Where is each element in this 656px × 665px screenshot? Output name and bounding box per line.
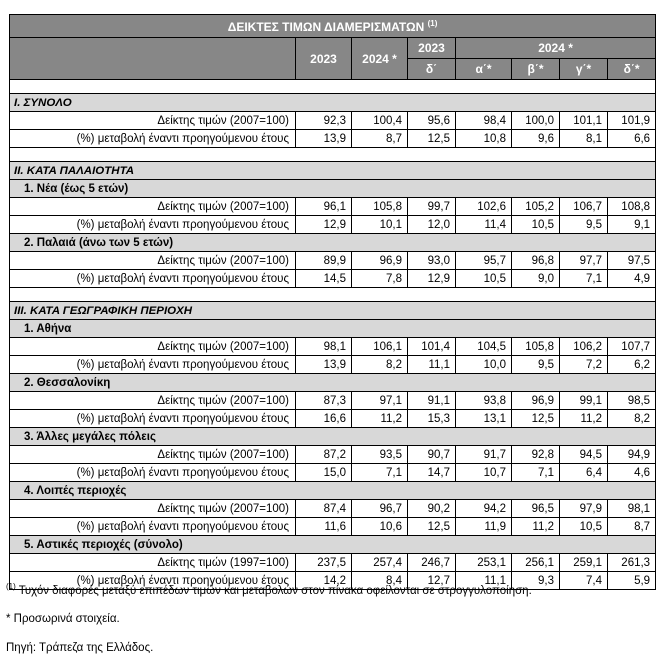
group-title-cell xyxy=(10,180,656,198)
value-cell: 96,7 xyxy=(352,500,408,518)
value-cell: 11,2 xyxy=(560,410,608,428)
group-header xyxy=(10,234,656,252)
row-label: (%) μεταβολή έναντι προηγούμενου έτους xyxy=(10,572,296,590)
row-label: (%) μεταβολή έναντι προηγούμενου έτους xyxy=(10,518,296,536)
row-label: (%) μεταβολή έναντι προηγούμενου έτους xyxy=(10,356,296,374)
value-cell: 14,7 xyxy=(408,464,456,482)
value-cell: 5,9 xyxy=(608,572,656,590)
value-cell: 12,9 xyxy=(408,270,456,288)
value-cell: 12,5 xyxy=(408,130,456,148)
value-cell: 8,4 xyxy=(352,572,408,590)
table-row xyxy=(10,112,656,130)
section-spacer xyxy=(10,80,656,94)
header-2024-q2: β΄* xyxy=(512,59,560,80)
header-2023-q4: δ΄ xyxy=(408,59,456,80)
footnote xyxy=(6,582,532,597)
value-cell: 8,2 xyxy=(608,410,656,428)
value-cell: 101,1 xyxy=(560,112,608,130)
table-title-note: (1) xyxy=(427,18,438,28)
table-row xyxy=(10,130,656,148)
row-label: Δείκτης τιμών (2007=100) xyxy=(10,112,296,130)
value-cell: 6,2 xyxy=(608,356,656,374)
table-row xyxy=(10,446,656,464)
value-cell: 87,4 xyxy=(296,500,352,518)
table-title-text: ΔΕΙΚΤΕΣ ΤΙΜΩΝ ΔΙΑΜΕΡΙΣΜΑΤΩΝ xyxy=(227,19,425,34)
spacer-cell xyxy=(10,148,656,162)
value-cell: 10,1 xyxy=(352,216,408,234)
source-note: Πηγή: Τράπεζα της Ελλάδος. xyxy=(6,642,154,654)
value-cell: 96,8 xyxy=(512,252,560,270)
value-cell: 246,7 xyxy=(408,554,456,572)
header-2023: 2023 xyxy=(296,38,352,80)
group-title: 1. Νέα (έως 5 ετών) xyxy=(24,182,129,195)
header-2024-group: 2024 * xyxy=(456,38,656,59)
value-cell: 10,7 xyxy=(456,464,512,482)
value-cell: 92,8 xyxy=(512,446,560,464)
value-cell: 92,3 xyxy=(296,112,352,130)
group-header xyxy=(10,180,656,198)
value-cell: 96,5 xyxy=(512,500,560,518)
value-cell: 13,9 xyxy=(296,356,352,374)
value-cell: 11,2 xyxy=(352,410,408,428)
section-title: ΙΙ. ΚΑΤΑ ΠΑΛΑΙΟΤΗΤΑ xyxy=(10,162,656,180)
header-2024-q3: γ΄* xyxy=(560,59,608,80)
row-label: Δείκτης τιμών (1997=100) xyxy=(10,554,296,572)
value-cell: 94,2 xyxy=(456,500,512,518)
value-cell: 13,9 xyxy=(296,130,352,148)
value-cell: 15,0 xyxy=(296,464,352,482)
table-row xyxy=(10,392,656,410)
value-cell: 91,1 xyxy=(408,392,456,410)
value-cell: 97,9 xyxy=(560,500,608,518)
table-row xyxy=(10,464,656,482)
section-title: Ι. ΣΥΝΟΛΟ xyxy=(10,94,656,112)
section-header xyxy=(10,94,656,112)
value-cell: 105,8 xyxy=(352,198,408,216)
value-cell: 259,1 xyxy=(560,554,608,572)
value-cell: 8,7 xyxy=(352,130,408,148)
value-cell: 237,5 xyxy=(296,554,352,572)
value-cell: 11,6 xyxy=(296,518,352,536)
value-cell: 95,6 xyxy=(408,112,456,130)
value-cell: 101,4 xyxy=(408,338,456,356)
group-title-cell xyxy=(10,234,656,252)
value-cell: 98,5 xyxy=(608,392,656,410)
group-header xyxy=(10,482,656,500)
group-title: 3. Άλλες μεγάλες πόλεις xyxy=(24,430,156,443)
value-cell: 10,5 xyxy=(512,216,560,234)
group-title: 2. Θεσσαλονίκη xyxy=(24,376,111,389)
table-row xyxy=(10,500,656,518)
value-cell: 10,5 xyxy=(456,270,512,288)
table-title xyxy=(10,15,656,38)
value-cell: 7,1 xyxy=(560,270,608,288)
value-cell: 9,5 xyxy=(512,356,560,374)
value-cell: 93,8 xyxy=(456,392,512,410)
value-cell: 101,9 xyxy=(608,112,656,130)
value-cell: 14,2 xyxy=(296,572,352,590)
value-cell: 97,5 xyxy=(608,252,656,270)
value-cell: 99,1 xyxy=(560,392,608,410)
table-row xyxy=(10,252,656,270)
value-cell: 7,4 xyxy=(560,572,608,590)
value-cell: 89,9 xyxy=(296,252,352,270)
value-cell: 10,8 xyxy=(456,130,512,148)
value-cell: 4,6 xyxy=(608,464,656,482)
value-cell: 10,0 xyxy=(456,356,512,374)
value-cell: 11,9 xyxy=(456,518,512,536)
value-cell: 256,1 xyxy=(512,554,560,572)
value-cell: 12,5 xyxy=(408,518,456,536)
header-2024: 2024 * xyxy=(352,38,408,80)
footnote-mark: (1) xyxy=(6,582,16,591)
value-cell: 7,1 xyxy=(512,464,560,482)
value-cell: 94,9 xyxy=(608,446,656,464)
value-cell: 94,5 xyxy=(560,446,608,464)
value-cell: 105,8 xyxy=(512,338,560,356)
group-title-cell xyxy=(10,482,656,500)
group-title: 1. Αθήνα xyxy=(24,322,72,335)
value-cell: 9,1 xyxy=(608,216,656,234)
table-row xyxy=(10,356,656,374)
value-cell: 15,3 xyxy=(408,410,456,428)
row-label: (%) μεταβολή έναντι προηγούμενου έτους xyxy=(10,464,296,482)
group-title: 5. Αστικές περιοχές (σύνολο) xyxy=(24,538,183,551)
value-cell: 261,3 xyxy=(608,554,656,572)
value-cell: 257,4 xyxy=(352,554,408,572)
value-cell: 4,9 xyxy=(608,270,656,288)
value-cell: 90,2 xyxy=(408,500,456,518)
value-cell: 100,0 xyxy=(512,112,560,130)
row-label: Δείκτης τιμών (2007=100) xyxy=(10,338,296,356)
value-cell: 10,6 xyxy=(352,518,408,536)
value-cell: 11,1 xyxy=(408,356,456,374)
value-cell: 102,6 xyxy=(456,198,512,216)
value-cell: 98,1 xyxy=(608,500,656,518)
value-cell: 12,5 xyxy=(512,410,560,428)
value-cell: 100,4 xyxy=(352,112,408,130)
row-label: Δείκτης τιμών (2007=100) xyxy=(10,252,296,270)
group-header xyxy=(10,428,656,446)
value-cell: 10,5 xyxy=(560,518,608,536)
value-cell: 96,9 xyxy=(352,252,408,270)
value-cell: 7,1 xyxy=(352,464,408,482)
value-cell: 87,2 xyxy=(296,446,352,464)
value-cell: 11,4 xyxy=(456,216,512,234)
value-cell: 97,1 xyxy=(352,392,408,410)
table-row xyxy=(10,518,656,536)
group-header xyxy=(10,536,656,554)
section-header xyxy=(10,302,656,320)
row-label: Δείκτης τιμών (2007=100) xyxy=(10,500,296,518)
row-label: Δείκτης τιμών (2007=100) xyxy=(10,198,296,216)
value-cell: 99,7 xyxy=(408,198,456,216)
table-title-row xyxy=(10,15,656,38)
value-cell: 12,7 xyxy=(408,572,456,590)
value-cell: 8,2 xyxy=(352,356,408,374)
value-cell: 87,3 xyxy=(296,392,352,410)
table-row xyxy=(10,198,656,216)
table-row xyxy=(10,410,656,428)
section-header xyxy=(10,162,656,180)
value-cell: 106,1 xyxy=(352,338,408,356)
value-cell: 7,8 xyxy=(352,270,408,288)
header-row-1 xyxy=(10,38,656,59)
header-2024-q4: δ΄* xyxy=(608,59,656,80)
value-cell: 93,0 xyxy=(408,252,456,270)
provisional-note: * Προσωρινά στοιχεία. xyxy=(6,613,120,625)
value-cell: 96,1 xyxy=(296,198,352,216)
value-cell: 8,1 xyxy=(560,130,608,148)
value-cell: 9,3 xyxy=(512,572,560,590)
group-title-cell xyxy=(10,536,656,554)
value-cell: 95,7 xyxy=(456,252,512,270)
value-cell: 16,6 xyxy=(296,410,352,428)
group-header xyxy=(10,320,656,338)
value-cell: 93,5 xyxy=(352,446,408,464)
group-title: 4. Λοιπές περιοχές xyxy=(24,484,127,497)
value-cell: 8,7 xyxy=(608,518,656,536)
value-cell: 12,0 xyxy=(408,216,456,234)
value-cell: 106,7 xyxy=(560,198,608,216)
header-label-cell xyxy=(10,38,296,80)
spacer-cell xyxy=(10,80,656,94)
value-cell: 97,7 xyxy=(560,252,608,270)
row-label: (%) μεταβολή έναντι προηγούμενου έτους xyxy=(10,410,296,428)
value-cell: 9,5 xyxy=(560,216,608,234)
value-cell: 98,4 xyxy=(456,112,512,130)
row-label: (%) μεταβολή έναντι προηγούμενου έτους xyxy=(10,216,296,234)
section-spacer xyxy=(10,288,656,302)
header-2024-q1: α΄* xyxy=(456,59,512,80)
table-row xyxy=(10,270,656,288)
value-cell: 98,1 xyxy=(296,338,352,356)
value-cell: 96,9 xyxy=(512,392,560,410)
value-cell: 91,7 xyxy=(456,446,512,464)
value-cell: 106,2 xyxy=(560,338,608,356)
group-title-cell xyxy=(10,320,656,338)
value-cell: 12,9 xyxy=(296,216,352,234)
value-cell: 107,7 xyxy=(608,338,656,356)
group-header xyxy=(10,374,656,392)
table-row xyxy=(10,554,656,572)
row-label: (%) μεταβολή έναντι προηγούμενου έτους xyxy=(10,270,296,288)
value-cell: 11,1 xyxy=(456,572,512,590)
value-cell: 90,7 xyxy=(408,446,456,464)
value-cell: 105,2 xyxy=(512,198,560,216)
value-cell: 6,4 xyxy=(560,464,608,482)
footnote-text: Τυχόν διαφορές μεταξύ επιπέδων τιμών και μεταβολών στον πίνακα οφείλονται σε στρογγυλοποίηση. xyxy=(18,584,532,597)
value-cell: 108,8 xyxy=(608,198,656,216)
header-2023-quarter: 2023 xyxy=(408,38,456,59)
row-label: Δείκτης τιμών (2007=100) xyxy=(10,446,296,464)
value-cell: 11,2 xyxy=(512,518,560,536)
table-row xyxy=(10,338,656,356)
value-cell: 6,6 xyxy=(608,130,656,148)
spacer-cell xyxy=(10,288,656,302)
value-cell: 9,6 xyxy=(512,130,560,148)
value-cell: 7,2 xyxy=(560,356,608,374)
table-row xyxy=(10,216,656,234)
value-cell: 104,5 xyxy=(456,338,512,356)
value-cell: 14,5 xyxy=(296,270,352,288)
section-spacer xyxy=(10,148,656,162)
apartment-price-index-table xyxy=(9,14,656,590)
group-title-cell xyxy=(10,374,656,392)
group-title-cell xyxy=(10,428,656,446)
section-title: ΙΙΙ. ΚΑΤΑ ΓΕΩΓΡΑΦΙΚΗ ΠΕΡΙΟΧΗ xyxy=(10,302,656,320)
row-label: (%) μεταβολή έναντι προηγούμενου έτους xyxy=(10,130,296,148)
value-cell: 13,1 xyxy=(456,410,512,428)
value-cell: 9,0 xyxy=(512,270,560,288)
group-title: 2. Παλαιά (άνω των 5 ετών) xyxy=(24,236,174,249)
row-label: Δείκτης τιμών (2007=100) xyxy=(10,392,296,410)
value-cell: 253,1 xyxy=(456,554,512,572)
